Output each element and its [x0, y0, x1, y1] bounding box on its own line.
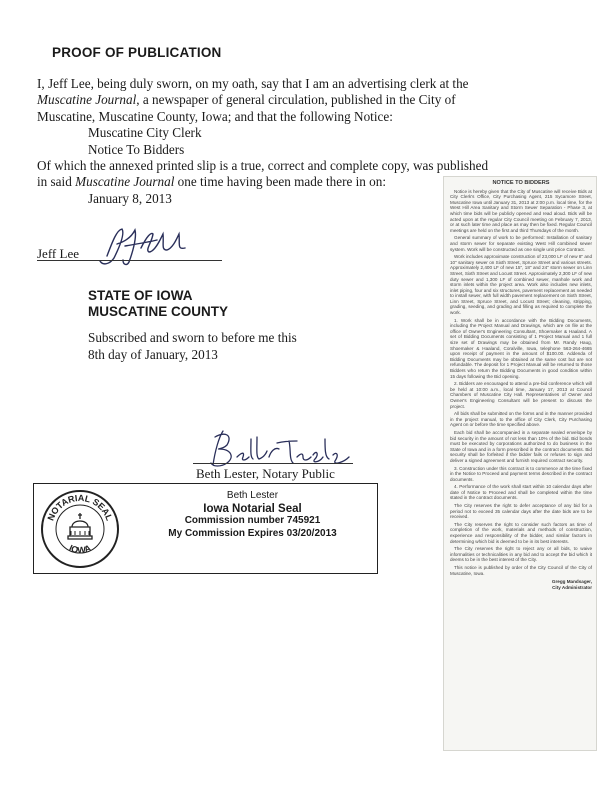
affidavit-body	[37, 76, 489, 207]
clipping-paragraph: Each bid shall be accompanied in a separate sealed envelope by bid security in the amount of not less than 10% of the bid. Bid bonds must be executed by corporations authorized to do business in the State of Iowa and in a form prescribed in the contract documents. Bid security shall be forfeited if the bidder fails or refuses to sign and deliver a signed agreement and furnish required contract security.	[450, 429, 592, 463]
clipping-paragraph: The City reserves the right to defer acceptance of any bid for a period not to exceed 35 calendar days after the date bids are to be received.	[450, 503, 592, 520]
body-line: Muscatine, Muscatine County, Iowa; and that the following Notice:	[37, 108, 393, 124]
clipping-signature-title: City Administrator	[552, 584, 592, 590]
notary-name: Beth Lester, Notary Public	[196, 466, 335, 481]
clipping-paragraph: Notice is hereby given that the City of Muscatine will receive Bids at City Clerk's Office, City Purchasing Agent, 215 Sycamore Street, Muscatine Iowa until January 31, 2013 at 2:00 p.m. local time, for the West Hill Area Sanitary and Storm Sewer Separation - Phase 3, at which time bids will be publicly opened and read aloud. Bids will be acted upon at the regular City Council meeting on February 7, 2013, or at such later time and place as may then be fixed. Regular Council meetings are held on the first and third Thursdays of the month.	[450, 188, 592, 233]
clipping-paragraph: 3. Construction under this contract is to commence at the time fixed in the Notice to Proceed and payment terms described in the contract documents.	[450, 465, 592, 482]
clipping-paragraph: This notice is published by order of the City Council of the City of Muscatine, Iowa.	[450, 565, 592, 576]
state-line: STATE OF IOWA	[88, 288, 193, 303]
seal-expiry: My Commission Expires 03/20/2013	[168, 527, 337, 539]
clipping-paragraph: All bids shall be submitted on the forms and in the manner provided in the project manual, to the office of City Clerk, City Purchasing Agent on or before the time specified above.	[450, 411, 592, 428]
clipping-paragraph: 1. Work shall be in accordance with the Bidding Documents, including the Project Manual and Drawings, which are on file at the office of Owner's Engineering Consultant, Shoemaker & Haaland. A set of Bidding Documents consisting of 1 Project Manual and 1 full size set of Drawings may be obtained from Mr. Randy Haug, Shoemaker & Haaland, Coralville, Iowa, telephone 563-264-4665 upon receipt of payment in the amount of $100.00. Addenda of Bidding Documents may be obtained at the same cost but are not refundable. The deposit for 1 Project Manual will be returned to those Bidders who return the Bidding Documents in good condition within 15 days following the Bid opening.	[450, 317, 592, 379]
notice-title-line: Notice To Bidders	[88, 141, 185, 157]
seal-name: Beth Lester	[226, 490, 279, 501]
signature-line	[193, 463, 353, 464]
seal-ring-bottom: IOWA	[67, 542, 93, 556]
notice-from-line: Muscatine City Clerk	[88, 125, 202, 141]
jurat	[88, 330, 297, 363]
svg-text:IOWA	[68, 543, 93, 556]
body-line: in said Muscatine Journal one time having been made there in on:	[37, 174, 387, 190]
page-title: PROOF OF PUBLICATION	[52, 45, 222, 60]
newspaper-clipping	[443, 176, 597, 751]
body-line: I, Jeff Lee, being duly sworn, on my oath, say that I am an advertising clerk at the	[37, 76, 469, 91]
seal-details	[140, 490, 365, 540]
notarial-seal-icon	[38, 487, 122, 571]
clipping-paragraph: 2. Bidders are encouraged to attend a pre-bid conference which will be held at 10:00 a.m., local time, January 17, 2013 at Council Chambers of Muscatine City Hall. Representatives of Owner and Owner's Engineering Consultant will be present to discuss the project.	[450, 381, 592, 409]
clipping-signature-name: Gregg Mandsager,	[551, 579, 592, 585]
clipping-paragraph: The City reserves the right to consider such factors as time of completion of the work, materials and methods of construction, experience and responsibility of the bidder, and similar factors in determining which bid is deemed to be in its best interests.	[450, 521, 592, 544]
county-line: MUSCATINE COUNTY	[88, 304, 228, 319]
clipping-title: NOTICE TO BIDDERS	[492, 180, 550, 186]
clipping-paragraph: General summary of work to be performed: Installation of sanitary and storm sewer for separate existing West Hill combined sewer system. Work will be constructed as one single unit price Contract.	[450, 235, 592, 252]
affiant-name: Jeff Lee	[37, 246, 79, 261]
venue-block	[88, 288, 228, 320]
publication-date: January 8, 2013	[88, 190, 172, 206]
signature-line	[37, 260, 222, 261]
body-line: Of which the annexed printed slip is a true, correct and complete copy, was published	[37, 158, 489, 174]
seal-commission-number: Commission number 745921	[184, 515, 321, 526]
clipping-paragraph: 4. Performance of the work shall start within 10 calendar days after date of Notice to Proceed and shall be completed within the time stated in the contract documents.	[450, 484, 592, 501]
seal-ring-top: NOTARIAL SEAL	[45, 492, 115, 523]
clipping-paragraph: The City reserves the right to reject any or all bids, to waive informalities or technicalities in any bid and to accept the bid which it deems to be in the best interest of the City.	[450, 546, 592, 563]
body-line: Muscatine Journal, a newspaper of general circulation, published in the City of	[37, 92, 456, 108]
jurat-line: Subscribed and sworn to before me this	[88, 330, 297, 345]
seal-title: Iowa Notarial Seal	[203, 502, 302, 515]
jurat-date: 8th day of January, 2013	[88, 346, 218, 362]
clipping-paragraph: Work includes approximate construction of 23,000 LF of new 8" and 10" sanitary sewer on Sixth Street, Spruce Street and various streets. Approximately 2,400 LF of new 15", 18" and 24" storm sewer on Linn Street, Sixth Street and Locust Street. Approximately 2,300 LF of new duty sewer and 1,300 LF of combined sewer, manhole work and storm inlets within the project area. Work also includes new inlets, inlet piping, four and six structures, pavement replacement as needed to install sewer, with full width pavement replacement on Sixth Street, Linn Street, Spruce Street, and Locust Street; cleaning, stripping, grading, seeding, and grading and filling as required to complete the work.	[450, 254, 592, 316]
